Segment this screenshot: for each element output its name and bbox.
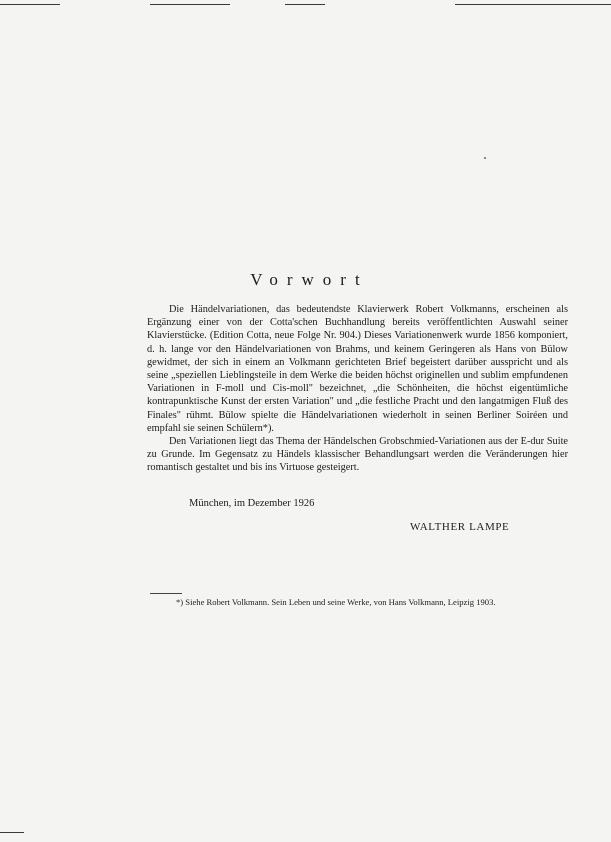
preface-body [147, 303, 568, 475]
scan-edge-line [150, 4, 230, 5]
place-and-date: München, im Dezember 1926 [189, 498, 315, 509]
paragraph: Die Händelvariationen, das bedeutendste Klavierwerk Robert Volkmanns, erscheinen als Ergänzung einer von der Cotta'schen Buchhandlung bereits veröffentlichten Auswahl seiner Klavierstücke. (Edition Cotta, neue Folge Nr. 904.) Dieses Variationenwerk wurde 1856 komponiert, d. h. lange vor den Händelvariationen von Brahms, und keinem Geringeren als Hans von Bülow gewidmet, der sich in einem an Volkmann gerichteten Brief begeistert darüber ausspricht und als seine „speziellen Lieblingsteile in dem Werke die beiden höchst originellen und sublim empfundenen Variationen in F-moll und Cis-moll" bezeichnet, „die Schönheiten, die höchst eigentümliche kontrapunktische Kunst der ersten Variation" und „die festliche Pracht und den langatmigen Fluß des Finales" rühmt. Bülow spielte die Händelvariationen wiederholt in seinen Berliner Soiréen und empfahl sie seinen Schülern*). [147, 304, 568, 434]
scan-edge-line [0, 4, 60, 5]
paragraph: Den Variationen liegt das Thema der Händelschen Grobschmied-Variationen aus der E-dur Suite zu Grunde. Im Gegensatz zu Händels klassischer Behandlungsart werden die Veränderungen hier romantisch gestaltet und bis ins Virtuose gesteigert. [147, 436, 568, 474]
footnote-divider [150, 593, 182, 594]
footnote: *) Siehe Robert Volkmann. Sein Leben und seine Werke, von Hans Volkmann, Leipzig 1903. [176, 597, 496, 607]
scan-edge-line [0, 832, 24, 833]
paper-speck [484, 157, 486, 159]
page-title: Vorwort [250, 270, 369, 289]
author-signature: WALTHER LAMPE [410, 521, 510, 533]
scan-edge-line [455, 4, 611, 5]
scan-edge-line [285, 4, 325, 5]
